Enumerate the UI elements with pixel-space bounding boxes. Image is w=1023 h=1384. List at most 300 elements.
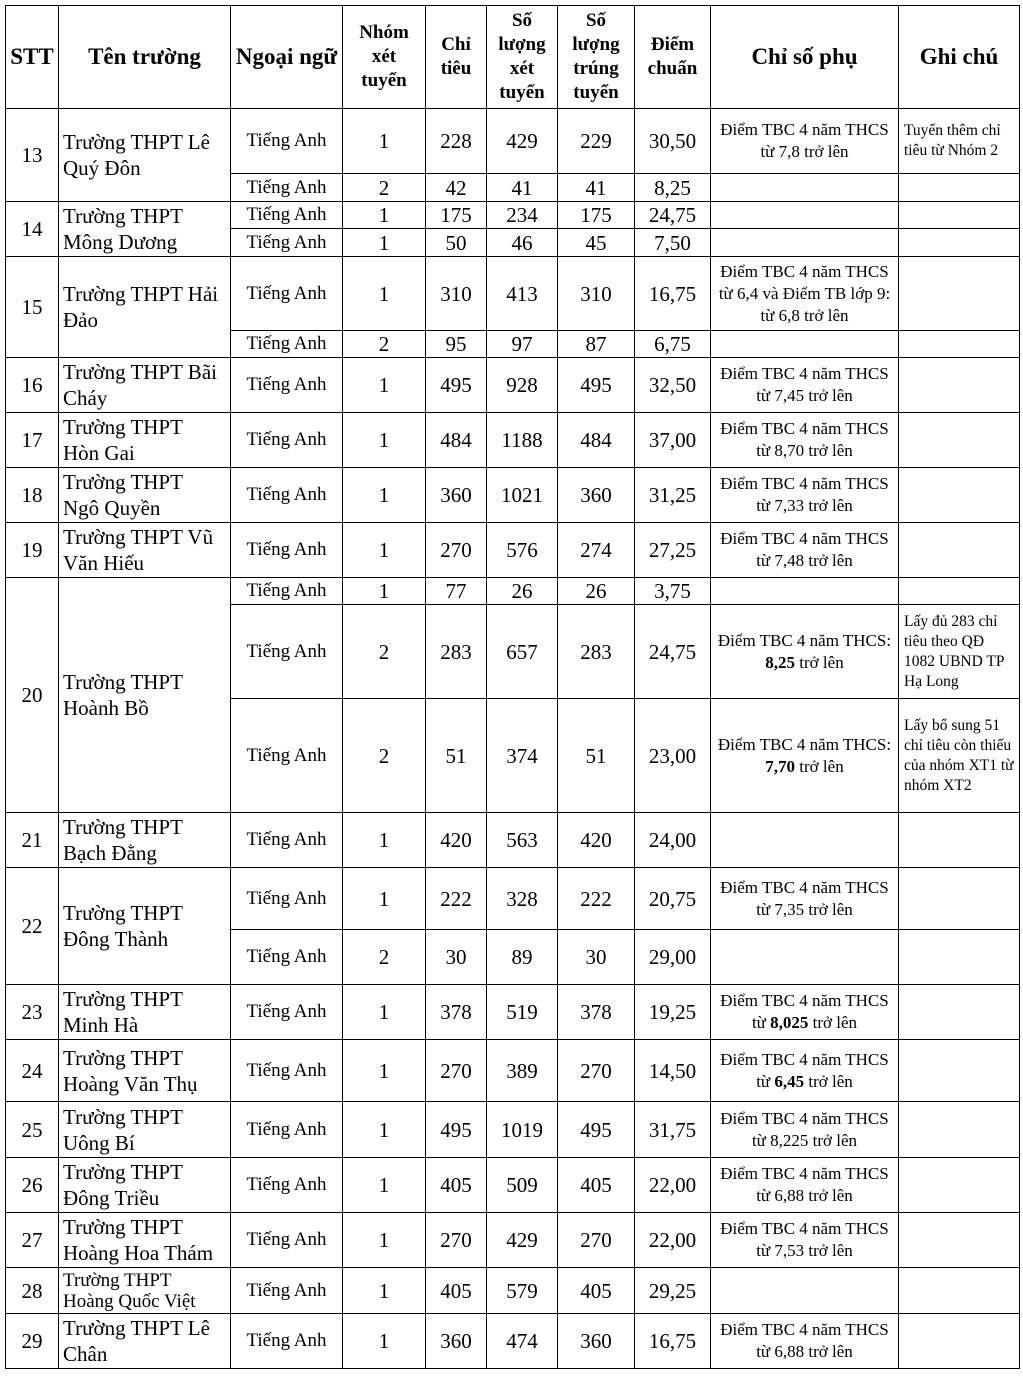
sub-index-line: Điểm TBC 4 năm THCS <box>720 991 889 1010</box>
cutoff-cell: 31,25 <box>635 468 711 523</box>
cutoff-cell: 27,25 <box>635 523 711 578</box>
admitted-cell: 51 <box>558 699 635 813</box>
note-line: chỉ tiêu còn thiếu <box>904 736 1012 754</box>
table-row <box>6 468 1020 523</box>
admitted-cell: 283 <box>558 605 635 699</box>
applicants-cell: 1019 <box>487 1102 558 1158</box>
school-name-line: Mông Dương <box>63 230 178 254</box>
school-name-line: Trường THPT <box>63 670 183 694</box>
cutoff-cell: 8,25 <box>635 174 711 202</box>
stt-cell: 18 <box>6 468 59 523</box>
cutoff-cell: 19,25 <box>635 985 711 1040</box>
school-name-line: Trường THPT Bãi <box>63 360 217 384</box>
bold-value: 7,70 <box>765 756 796 776</box>
table-row <box>6 109 1020 174</box>
sub-index-cell <box>711 1314 899 1369</box>
sub-index-line: từ 7,8 trở lên <box>760 142 849 161</box>
group-cell: 2 <box>343 331 426 358</box>
note-cell <box>899 257 1020 331</box>
language-cell: Tiếng Anh <box>231 202 343 229</box>
group-cell: 1 <box>343 257 426 331</box>
sub-index-cell <box>711 358 899 413</box>
quota-cell: 30 <box>426 930 487 985</box>
school-name-line: Cháy <box>63 386 108 410</box>
table-row <box>6 1158 1020 1213</box>
admission-table <box>5 5 1020 1369</box>
quota-cell: 420 <box>426 813 487 868</box>
school-name-line: Trường THPT <box>63 1104 183 1129</box>
admitted-cell: 495 <box>558 358 635 413</box>
school-name-line: Chân <box>63 1342 108 1366</box>
sub-index-line <box>711 1071 898 1093</box>
sub-index-cell <box>711 868 899 930</box>
school-name-cell <box>59 985 231 1040</box>
header-label-line: Số <box>511 10 533 31</box>
note-cell <box>899 413 1020 468</box>
school-name-cell <box>59 413 231 468</box>
school-name-line: Ngô Quyền <box>63 496 161 520</box>
school-name-line: Trường THPT <box>63 1160 183 1184</box>
school-name-cell <box>59 257 231 358</box>
sub-index-cell <box>711 1040 899 1102</box>
sub-index-line: Điểm TBC 4 năm THCS: <box>717 630 892 650</box>
table-row <box>6 813 1020 868</box>
quota-cell: 50 <box>426 229 487 257</box>
school-name-line: Minh Hà <box>63 1013 139 1037</box>
stt-cell: 21 <box>6 813 59 868</box>
admitted-cell: 270 <box>558 1040 635 1102</box>
school-name-line: Hoàng Quốc Việt <box>63 1290 196 1312</box>
quota-cell: 495 <box>426 358 487 413</box>
group-cell: 1 <box>343 813 426 868</box>
school-name-cell <box>59 1314 231 1369</box>
table-row <box>6 578 1020 605</box>
admitted-cell: 41 <box>558 174 635 202</box>
header-label-line: STT <box>10 44 54 69</box>
sub-index-cell <box>711 202 899 229</box>
table-row <box>6 1213 1020 1268</box>
school-name-line: Trường THPT <box>63 1215 183 1239</box>
note-cell <box>899 985 1020 1040</box>
school-name-line: Hoàng Hoa Thám <box>63 1241 214 1265</box>
school-name-line: Trường THPT <box>63 901 183 925</box>
sub-index-line: Điểm TBC 4 năm THCS <box>720 364 889 383</box>
group-cell: 1 <box>343 358 426 413</box>
applicants-cell: 429 <box>487 109 558 174</box>
sub-index-line: từ 7,53 trở lên <box>756 1241 853 1260</box>
sub-index-cell <box>711 523 899 578</box>
header-label-line: chuẩn <box>647 58 698 79</box>
cutoff-cell: 16,75 <box>635 257 711 331</box>
school-name-line: Trường THPT Vũ <box>63 525 214 549</box>
admitted-cell: 270 <box>558 1213 635 1268</box>
header-admitted <box>558 6 635 109</box>
school-name-line: Hòn Gai <box>63 441 135 465</box>
cutoff-cell: 29,00 <box>635 930 711 985</box>
note-cell <box>899 202 1020 229</box>
applicants-cell: 563 <box>487 813 558 868</box>
language-cell: Tiếng Anh <box>231 331 343 358</box>
school-name-cell <box>59 202 231 257</box>
header-cutoff <box>635 6 711 109</box>
admitted-cell: 405 <box>558 1158 635 1213</box>
language-cell: Tiếng Anh <box>231 358 343 413</box>
sub-index-cell <box>711 1102 899 1158</box>
note-cell <box>899 109 1020 174</box>
applicants-cell: 26 <box>487 578 558 605</box>
sub-index-line: Điểm TBC 4 năm THCS <box>720 261 889 281</box>
sub-index-cell <box>711 930 899 985</box>
header-label-line: Số <box>585 10 607 31</box>
admitted-cell: 495 <box>558 1102 635 1158</box>
note-cell <box>899 229 1020 257</box>
note-line: tiêu từ Nhóm 2 <box>904 142 999 159</box>
school-name-cell <box>59 523 231 578</box>
header-stt <box>6 6 59 109</box>
note-cell <box>899 468 1020 523</box>
group-cell: 1 <box>343 1268 426 1314</box>
language-cell: Tiếng Anh <box>231 985 343 1040</box>
note-cell <box>899 1102 1020 1158</box>
cutoff-cell: 22,00 <box>635 1158 711 1213</box>
cutoff-cell: 30,50 <box>635 109 711 174</box>
admitted-cell: 378 <box>558 985 635 1040</box>
sub-index-line: từ 7,45 trở lên <box>756 386 853 405</box>
quota-cell: 360 <box>426 1314 487 1369</box>
sub-index-line: từ 6,4 và Điểm TB lớp 9: <box>718 283 891 303</box>
header-label-line: Chỉ <box>441 34 471 55</box>
school-name-line: Trường THPT <box>63 815 183 839</box>
school-name-line: Trường THPT Lê <box>63 130 210 154</box>
header-sub-index <box>711 6 899 109</box>
sub-index-line: Điểm TBC 4 năm THCS <box>720 120 889 139</box>
applicants-cell: 579 <box>487 1268 558 1314</box>
applicants-cell: 389 <box>487 1040 558 1102</box>
sub-index-cell <box>711 1213 899 1268</box>
stt-cell: 17 <box>6 413 59 468</box>
admitted-cell: 360 <box>558 1314 635 1369</box>
admitted-cell: 26 <box>558 578 635 605</box>
applicants-cell: 928 <box>487 358 558 413</box>
group-cell: 2 <box>343 930 426 985</box>
header-label-line: Chỉ số phụ <box>751 44 858 69</box>
sub-index-line: từ 7,33 trở lên <box>756 496 853 515</box>
header-label-line: lượng <box>572 34 620 55</box>
school-name-cell <box>59 1268 231 1314</box>
cutoff-cell: 20,75 <box>635 868 711 930</box>
header-school-name <box>59 6 231 109</box>
stt-cell: 23 <box>6 985 59 1040</box>
language-cell: Tiếng Anh <box>231 930 343 985</box>
school-name-line: Trường THPT <box>63 470 183 494</box>
note-cell <box>899 1268 1020 1314</box>
applicants-cell: 97 <box>487 331 558 358</box>
sub-index-cell <box>711 578 899 605</box>
cutoff-cell: 37,00 <box>635 413 711 468</box>
school-name-cell <box>59 109 231 202</box>
quota-cell: 283 <box>426 605 487 699</box>
bold-value: 8,025 <box>770 1013 809 1032</box>
header-label-line: Ngoại ngữ <box>235 44 338 69</box>
sub-index-cell <box>711 257 899 331</box>
school-name-line: Đảo <box>63 308 98 332</box>
language-cell: Tiếng Anh <box>231 605 343 699</box>
quota-cell: 405 <box>426 1268 487 1314</box>
applicants-cell: 41 <box>487 174 558 202</box>
school-name-line: Trường THPT <box>63 987 183 1011</box>
sub-index-line: từ 7,35 trở lên <box>756 899 853 919</box>
school-name-line: Hoành Bồ <box>63 696 149 720</box>
header-label-line: lượng <box>498 34 546 55</box>
stt-cell: 28 <box>6 1268 59 1314</box>
language-cell: Tiếng Anh <box>231 868 343 930</box>
applicants-cell: 413 <box>487 257 558 331</box>
sub-index-line: Điểm TBC 4 năm THCS: <box>717 734 892 754</box>
sub-index-line <box>711 652 898 674</box>
quota-cell: 495 <box>426 1102 487 1158</box>
quota-cell: 228 <box>426 109 487 174</box>
language-cell: Tiếng Anh <box>231 813 343 868</box>
note-cell <box>899 605 1020 699</box>
admitted-cell: 310 <box>558 257 635 331</box>
header-label-line: tuyển <box>499 82 545 103</box>
stt-cell: 27 <box>6 1213 59 1268</box>
stt-cell: 19 <box>6 523 59 578</box>
sub-index-line: từ 7,48 trở lên <box>756 551 853 570</box>
sub-index-line: Điểm TBC 4 năm THCS <box>720 474 889 493</box>
sub-index-cell <box>711 699 899 813</box>
quota-cell: 77 <box>426 578 487 605</box>
table-header <box>6 6 1020 109</box>
table-row <box>6 985 1020 1040</box>
note-cell <box>899 1213 1020 1268</box>
admitted-cell: 274 <box>558 523 635 578</box>
header-note <box>899 6 1020 109</box>
header-label-line: xét <box>509 58 535 79</box>
note-line: 1082 UBND TP <box>904 652 1005 670</box>
sub-index-line: Điểm TBC 4 năm THCS <box>720 877 889 897</box>
applicants-cell: 576 <box>487 523 558 578</box>
note-cell <box>899 331 1020 358</box>
admitted-cell: 405 <box>558 1268 635 1314</box>
sub-index-cell <box>711 174 899 202</box>
admitted-cell: 87 <box>558 331 635 358</box>
cutoff-cell: 24,00 <box>635 813 711 868</box>
note-line: tiêu theo QĐ <box>904 632 985 650</box>
stt-cell: 29 <box>6 1314 59 1369</box>
note-cell <box>899 1040 1020 1102</box>
text-segment: từ <box>751 1013 771 1032</box>
header-label-line: tuyển <box>361 70 407 91</box>
school-name-line: Trường THPT <box>63 415 183 439</box>
applicants-cell: 234 <box>487 202 558 229</box>
language-cell: Tiếng Anh <box>231 523 343 578</box>
sub-index-line: Điểm TBC 4 năm THCS <box>720 1049 889 1069</box>
language-cell: Tiếng Anh <box>231 578 343 605</box>
header-label-line: tiêu <box>440 58 472 79</box>
cutoff-cell: 16,75 <box>635 1314 711 1369</box>
table-row <box>6 523 1020 578</box>
language-cell: Tiếng Anh <box>231 1040 343 1102</box>
group-cell: 1 <box>343 1314 426 1369</box>
admitted-cell: 420 <box>558 813 635 868</box>
school-name-line: Văn Hiếu <box>63 551 145 575</box>
text-segment: trở lên <box>804 1071 853 1091</box>
text-segment: trở lên <box>808 1013 858 1032</box>
school-name-line: Trường THPT <box>63 204 183 228</box>
group-cell: 2 <box>343 699 426 813</box>
admitted-cell: 175 <box>558 202 635 229</box>
applicants-cell: 328 <box>487 868 558 930</box>
quota-cell: 360 <box>426 468 487 523</box>
note-cell <box>899 523 1020 578</box>
applicants-cell: 89 <box>487 930 558 985</box>
note-cell <box>899 813 1020 868</box>
sub-index-cell <box>711 468 899 523</box>
sub-index-line: Điểm TBC 4 năm THCS <box>720 419 889 438</box>
cutoff-cell: 31,75 <box>635 1102 711 1158</box>
sub-index-cell <box>711 605 899 699</box>
school-name-cell <box>59 868 231 985</box>
sub-index-line <box>711 756 898 778</box>
applicants-cell: 509 <box>487 1158 558 1213</box>
note-line: Tuyển thêm chỉ <box>904 122 1001 139</box>
school-name-cell <box>59 1213 231 1268</box>
sub-index-line: từ 8,70 trở lên <box>756 441 853 460</box>
group-cell: 1 <box>343 413 426 468</box>
table-body <box>6 109 1020 1369</box>
school-name-line: Hoàng Văn Thụ <box>63 1071 198 1096</box>
cutoff-cell: 3,75 <box>635 578 711 605</box>
sub-index-cell <box>711 1158 899 1213</box>
school-name-line: Uông Bí <box>63 1130 135 1155</box>
stt-cell: 15 <box>6 257 59 358</box>
table-row <box>6 257 1020 331</box>
group-cell: 1 <box>343 468 426 523</box>
text-segment: trở lên <box>795 652 844 672</box>
sub-index-cell <box>711 413 899 468</box>
sub-index-cell <box>711 1268 899 1314</box>
sub-index-line: từ 8,225 trở lên <box>751 1130 858 1150</box>
group-cell: 1 <box>343 523 426 578</box>
school-name-line: Trường THPT Lê <box>63 1316 210 1340</box>
quota-cell: 270 <box>426 1040 487 1102</box>
cutoff-cell: 24,75 <box>635 202 711 229</box>
header-label-line: Tên trường <box>88 44 201 69</box>
quota-cell: 484 <box>426 413 487 468</box>
school-name-cell <box>59 1158 231 1213</box>
sub-index-line: từ 6,88 trở lên <box>756 1186 853 1205</box>
applicants-cell: 46 <box>487 229 558 257</box>
language-cell: Tiếng Anh <box>231 1158 343 1213</box>
bold-value: 8,25 <box>765 652 796 672</box>
stt-cell: 16 <box>6 358 59 413</box>
quota-cell: 175 <box>426 202 487 229</box>
applicants-cell: 429 <box>487 1213 558 1268</box>
language-cell: Tiếng Anh <box>231 1213 343 1268</box>
sub-index-cell <box>711 985 899 1040</box>
header-label-line: xét <box>371 46 397 67</box>
stt-cell: 14 <box>6 202 59 257</box>
sub-index-cell <box>711 813 899 868</box>
cutoff-cell: 6,75 <box>635 331 711 358</box>
cutoff-cell: 14,50 <box>635 1040 711 1102</box>
note-line: Hạ Long <box>904 672 959 690</box>
school-name-line: Đông Triều <box>63 1186 160 1210</box>
school-name-cell <box>59 468 231 523</box>
applicants-cell: 374 <box>487 699 558 813</box>
table-row <box>6 1268 1020 1314</box>
sub-index-cell <box>711 109 899 174</box>
note-cell <box>899 1158 1020 1213</box>
table-row <box>6 1314 1020 1369</box>
text-segment: từ <box>756 1071 775 1091</box>
quota-cell: 222 <box>426 868 487 930</box>
table-row <box>6 1102 1020 1158</box>
note-line: của nhóm XT1 từ <box>904 756 1014 774</box>
note-cell <box>899 358 1020 413</box>
group-cell: 1 <box>343 109 426 174</box>
table-row <box>6 202 1020 229</box>
header-label-line: Ghi chú <box>919 44 999 69</box>
header-quota <box>426 6 487 109</box>
group-cell: 1 <box>343 985 426 1040</box>
group-cell: 2 <box>343 605 426 699</box>
header-applicants <box>487 6 558 109</box>
school-name-line: Trường THPT Hải <box>63 282 219 306</box>
sub-index-line: từ 6,88 trở lên <box>756 1342 853 1361</box>
school-name-line: Trường THPT <box>63 1045 183 1070</box>
cutoff-cell: 24,75 <box>635 605 711 699</box>
applicants-cell: 1021 <box>487 468 558 523</box>
sub-index-line: Điểm TBC 4 năm THCS <box>720 529 889 548</box>
language-cell: Tiếng Anh <box>231 1268 343 1314</box>
admitted-cell: 229 <box>558 109 635 174</box>
applicants-cell: 1188 <box>487 413 558 468</box>
language-cell: Tiếng Anh <box>231 468 343 523</box>
note-cell <box>899 1314 1020 1369</box>
note-line: Lấy đủ 283 chỉ <box>904 612 998 630</box>
group-cell: 1 <box>343 1040 426 1102</box>
group-cell: 1 <box>343 1102 426 1158</box>
school-name-line: Quý Đôn <box>63 156 141 180</box>
quota-cell: 42 <box>426 174 487 202</box>
stt-cell: 13 <box>6 109 59 202</box>
stt-cell: 26 <box>6 1158 59 1213</box>
note-cell <box>899 930 1020 985</box>
language-cell: Tiếng Anh <box>231 699 343 813</box>
language-cell: Tiếng Anh <box>231 109 343 174</box>
school-name-cell <box>59 578 231 813</box>
table-row <box>6 1040 1020 1102</box>
sub-index-line: từ 6,8 trở lên <box>760 305 849 325</box>
admitted-cell: 222 <box>558 868 635 930</box>
admitted-cell: 45 <box>558 229 635 257</box>
admitted-cell: 360 <box>558 468 635 523</box>
sub-index-line: Điểm TBC 4 năm THCS <box>720 1108 889 1128</box>
note-cell <box>899 868 1020 930</box>
header-label-line: Điểm <box>650 34 695 55</box>
language-cell: Tiếng Anh <box>231 1314 343 1369</box>
quota-cell: 270 <box>426 1213 487 1268</box>
admitted-cell: 484 <box>558 413 635 468</box>
language-cell: Tiếng Anh <box>231 257 343 331</box>
cutoff-cell: 29,25 <box>635 1268 711 1314</box>
school-name-line: Bạch Đằng <box>63 841 157 865</box>
school-name-line: Đông Thành <box>63 927 169 951</box>
applicants-cell: 657 <box>487 605 558 699</box>
note-cell <box>899 699 1020 813</box>
